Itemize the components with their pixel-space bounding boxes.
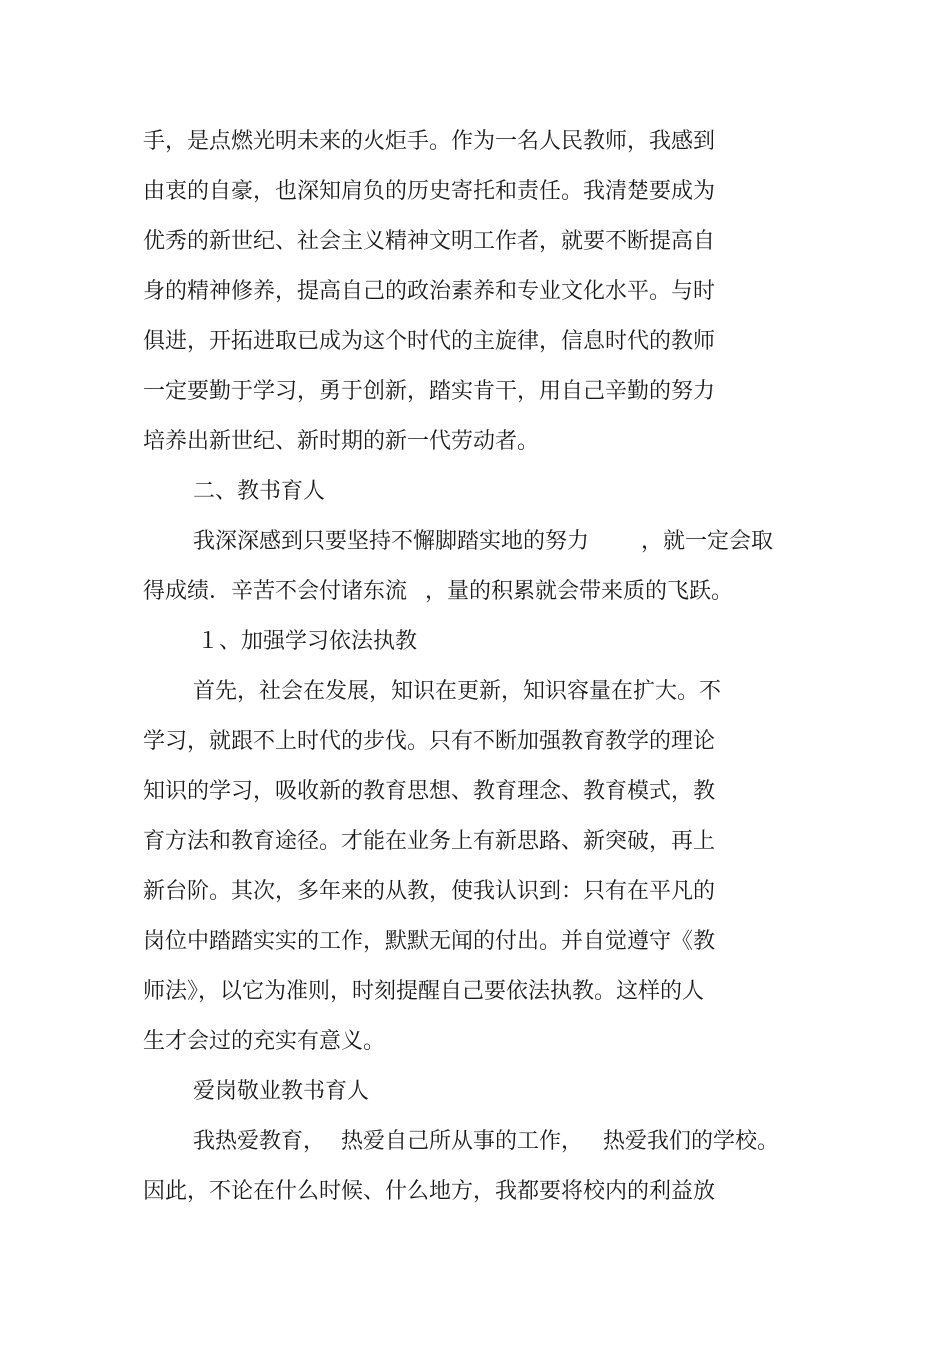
text-segment: 热爱我们的学校。 xyxy=(603,1129,780,1154)
text-segment: 我深深感到只要坚持不懈脚踏实地的努力 xyxy=(193,529,590,554)
paragraph-line: 培养出新世纪、新时期的新一代劳动者。 xyxy=(143,429,540,454)
paragraph-line: 首先，社会在发展，知识在更新，知识容量在扩大。不 xyxy=(193,679,722,704)
paragraph-line: 生才会过的充实有意义。 xyxy=(143,1029,386,1054)
paragraph-line: 学习，就跟不上时代的步伐。只有不断加强教育教学的理论 xyxy=(143,729,716,754)
paragraph-line: 知识的学习，吸收新的教育思想、教育理念、教育模式，教 xyxy=(143,779,716,804)
text-segment: 得成绩．辛苦不会付诸东流 xyxy=(143,579,408,604)
paragraph-line xyxy=(193,527,773,557)
paragraph-line: 俱进，开拓进取已成为这个时代的主旋律，信息时代的教师 xyxy=(143,329,716,354)
subsection-heading: １、加强学习依法执教 xyxy=(197,629,418,654)
subsection-heading: 爱岗敬业教书育人 xyxy=(193,1079,370,1104)
text-segment: 我热爱教育， xyxy=(193,1129,326,1154)
text-segment: 热爱自己所从事的工作， xyxy=(341,1129,584,1154)
paragraph-line: 因此，不论在什么时候、什么地方，我都要将校内的利益放 xyxy=(143,1179,716,1204)
paragraph-line xyxy=(143,577,733,607)
paragraph-line: 一定要勤于学习，勇于创新，踏实肯干，用自己辛勤的努力 xyxy=(143,379,716,404)
paragraph-line: 师法》，以它为准则，时刻提醒自己要依法执教。这样的人 xyxy=(143,979,705,1004)
paragraph-line: 育方法和教育途径。才能在业务上有新思路、新突破，再上 xyxy=(143,829,716,854)
section-heading: 二、教书育人 xyxy=(193,479,326,504)
text-segment: ，就一定会取 xyxy=(641,529,774,554)
paragraph-line: 新台阶。其次，多年来的从教，使我认识到：只有在平凡的 xyxy=(143,879,716,904)
paragraph-line: 岗位中踏踏实实的工作，默默无闻的付出。并自觉遵守《教 xyxy=(143,929,716,954)
paragraph-line xyxy=(193,1127,779,1157)
paragraph-line: 优秀的新世纪、社会主义精神文明工作者，就要不断提高自 xyxy=(143,229,716,254)
paragraph-line: 由衷的自豪，也深知肩负的历史寄托和责任。我清楚要成为 xyxy=(143,179,716,204)
paragraph-line: 手，是点燃光明未来的火炬手。作为一名人民教师，我感到 xyxy=(143,129,716,154)
paragraph-line: 身的精神修养，提高自己的政治素养和专业文化水平。与时 xyxy=(143,279,716,304)
text-segment: ，量的积累就会带来质的飞跃。 xyxy=(425,579,734,604)
